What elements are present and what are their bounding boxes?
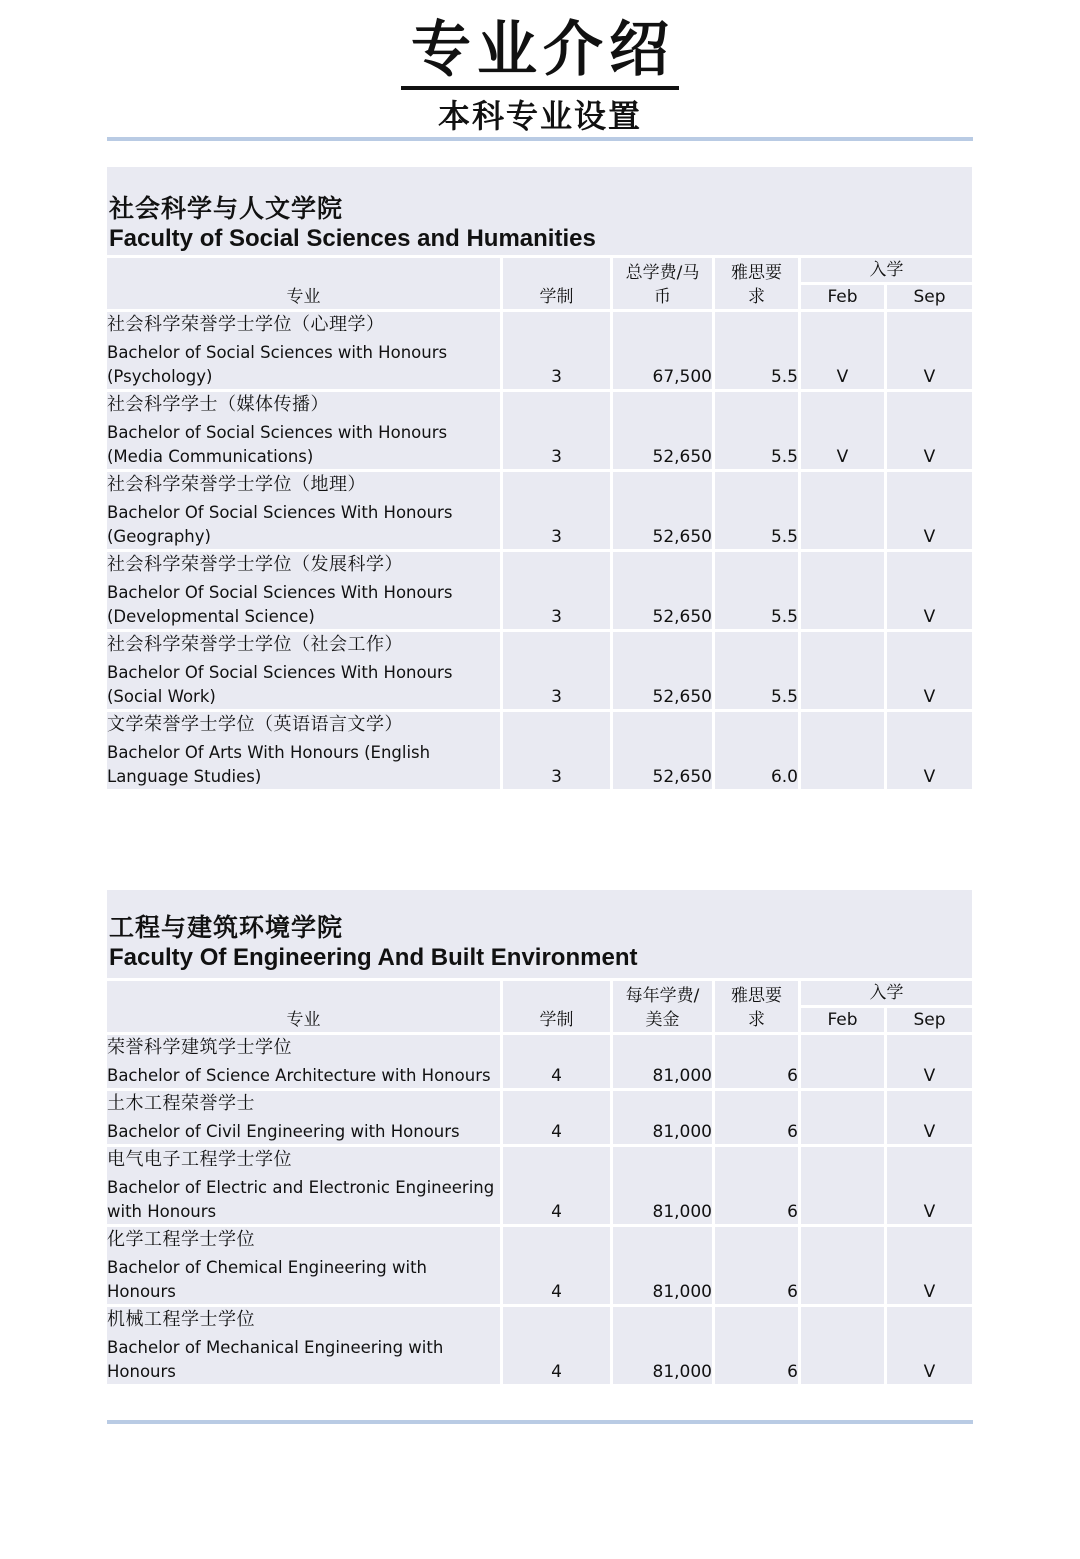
feb-cell: V xyxy=(801,389,887,469)
col-header-fee-line1: 总学费/马 xyxy=(625,263,700,283)
col-header-feb: Feb xyxy=(801,1005,887,1032)
fee-cell: 52,650 xyxy=(613,389,715,469)
table-header-row xyxy=(107,255,972,282)
major-name-en: Bachelor of Science Architecture with Honours xyxy=(107,1066,491,1085)
ielts-cell: 5.5 xyxy=(715,309,801,389)
sep-cell: V xyxy=(887,469,972,549)
ielts-cell: 5.5 xyxy=(715,549,801,629)
major-name-en: Bachelor Of Social Sciences With Honours (Developmental Science) xyxy=(107,583,453,626)
feb-cell: V xyxy=(801,309,887,389)
table-row xyxy=(107,1304,972,1384)
col-header-intake: 入学 xyxy=(801,255,972,282)
major-cell xyxy=(107,549,503,629)
major-cell xyxy=(107,1088,503,1144)
sep-cell: V xyxy=(887,1032,972,1088)
fee-cell: 81,000 xyxy=(613,1304,715,1384)
feb-cell xyxy=(801,1224,887,1304)
major-name-cn: 化学工程学士学位 xyxy=(107,1229,255,1250)
divider-bottom xyxy=(107,1420,973,1424)
col-header-intake: 入学 xyxy=(801,978,972,1005)
major-name-cn: 社会科学荣誉学士学位（社会工作） xyxy=(107,634,403,655)
fee-cell: 81,000 xyxy=(613,1224,715,1304)
fee-cell: 52,650 xyxy=(613,549,715,629)
major-name-cn: 土木工程荣誉学士 xyxy=(107,1093,255,1114)
table-row xyxy=(107,709,972,789)
col-header-duration: 学制 xyxy=(503,255,613,309)
col-header-sep: Sep xyxy=(887,1005,972,1032)
col-header-ielts xyxy=(715,978,801,1032)
table-row xyxy=(107,629,972,709)
faculty-name-en: Faculty of Social Sciences and Humanities xyxy=(109,225,596,252)
fee-cell: 81,000 xyxy=(613,1032,715,1088)
faculty-header xyxy=(107,167,972,255)
duration-cell: 4 xyxy=(503,1224,613,1304)
feb-cell xyxy=(801,549,887,629)
major-cell xyxy=(107,1144,503,1224)
duration-cell: 3 xyxy=(503,309,613,389)
fee-cell: 81,000 xyxy=(613,1088,715,1144)
faculty-name-cn: 工程与建筑环境学院 xyxy=(109,913,344,942)
page-subtitle: 本科专业设置 xyxy=(437,97,642,135)
major-name-cn: 社会科学荣誉学士学位（心理学） xyxy=(107,314,385,335)
table-row xyxy=(107,549,972,629)
sep-cell: V xyxy=(887,1088,972,1144)
col-header-major: 专业 xyxy=(107,978,503,1032)
sep-cell: V xyxy=(887,549,972,629)
ielts-cell: 6 xyxy=(715,1032,801,1088)
col-header-ielts-line2: 求 xyxy=(748,1010,765,1030)
duration-cell: 3 xyxy=(503,549,613,629)
col-header-ielts-line1: 雅思要 xyxy=(731,263,782,283)
major-cell xyxy=(107,1224,503,1304)
feb-cell xyxy=(801,1032,887,1088)
fee-cell: 52,650 xyxy=(613,709,715,789)
ielts-cell: 6.0 xyxy=(715,709,801,789)
faculty-section-engineering xyxy=(107,890,972,1384)
sep-cell: V xyxy=(887,1144,972,1224)
title-block xyxy=(0,14,1080,138)
sep-cell: V xyxy=(887,709,972,789)
major-name-cn: 文学荣誉学士学位（英语语言文学） xyxy=(107,714,403,735)
major-name-cn: 机械工程学士学位 xyxy=(107,1309,255,1330)
major-name-en: Bachelor of Chemical Engineering with Honours xyxy=(107,1258,428,1301)
table-row xyxy=(107,1032,972,1088)
fee-cell: 52,650 xyxy=(613,469,715,549)
col-header-sep: Sep xyxy=(887,282,972,309)
programme-table xyxy=(107,255,972,789)
table-row xyxy=(107,469,972,549)
duration-cell: 4 xyxy=(503,1088,613,1144)
ielts-cell: 6 xyxy=(715,1144,801,1224)
major-name-cn: 社会科学荣誉学士学位（发展科学） xyxy=(107,554,403,575)
major-cell xyxy=(107,309,503,389)
fee-cell: 81,000 xyxy=(613,1144,715,1224)
table-header-row xyxy=(107,978,972,1005)
ielts-cell: 6 xyxy=(715,1224,801,1304)
col-header-duration: 学制 xyxy=(503,978,613,1032)
major-cell xyxy=(107,389,503,469)
col-header-fee xyxy=(613,255,715,309)
fee-cell: 67,500 xyxy=(613,309,715,389)
faculty-header xyxy=(107,890,972,978)
ielts-cell: 5.5 xyxy=(715,629,801,709)
duration-cell: 4 xyxy=(503,1144,613,1224)
duration-cell: 3 xyxy=(503,709,613,789)
ielts-cell: 5.5 xyxy=(715,389,801,469)
col-header-fee xyxy=(613,978,715,1032)
faculty-name-en: Faculty Of Engineering And Built Environment xyxy=(109,944,638,971)
major-name-cn: 社会科学荣誉学士学位（地理） xyxy=(107,474,366,495)
table-row xyxy=(107,1144,972,1224)
major-cell xyxy=(107,469,503,549)
feb-cell xyxy=(801,469,887,549)
col-header-fee-line1: 每年学费/ xyxy=(625,986,700,1006)
table-row xyxy=(107,389,972,469)
feb-cell xyxy=(801,1144,887,1224)
table-row xyxy=(107,1088,972,1144)
major-name-cn: 社会科学学士（媒体传播） xyxy=(107,394,329,415)
col-header-ielts-line1: 雅思要 xyxy=(731,986,782,1006)
major-name-cn: 电气电子工程学士学位 xyxy=(107,1149,292,1170)
col-header-fee-line2: 币 xyxy=(654,287,671,307)
major-name-en: Bachelor Of Social Sciences With Honours (Social Work) xyxy=(107,663,453,706)
major-name-en: Bachelor Of Social Sciences With Honours (Geography) xyxy=(107,503,453,546)
major-name-en: Bachelor of Civil Engineering with Honours xyxy=(107,1122,460,1141)
duration-cell: 3 xyxy=(503,389,613,469)
sep-cell: V xyxy=(887,309,972,389)
col-header-fee-line2: 美金 xyxy=(645,1010,680,1030)
major-name-en: Bachelor of Social Sciences with Honours (Psychology) xyxy=(107,343,448,386)
ielts-cell: 5.5 xyxy=(715,469,801,549)
major-name-en: Bachelor of Mechanical Engineering with Honours xyxy=(107,1338,444,1381)
col-header-major: 专业 xyxy=(107,255,503,309)
sep-cell: V xyxy=(887,1304,972,1384)
sep-cell: V xyxy=(887,1224,972,1304)
sep-cell: V xyxy=(887,389,972,469)
table-row xyxy=(107,309,972,389)
duration-cell: 3 xyxy=(503,469,613,549)
col-header-feb: Feb xyxy=(801,282,887,309)
major-cell xyxy=(107,1032,503,1088)
programme-table xyxy=(107,978,972,1384)
faculty-section-social-sciences xyxy=(107,167,972,789)
major-cell xyxy=(107,709,503,789)
duration-cell: 4 xyxy=(503,1304,613,1384)
feb-cell xyxy=(801,1304,887,1384)
feb-cell xyxy=(801,1088,887,1144)
table-row xyxy=(107,1224,972,1304)
major-name-en: Bachelor Of Arts With Honours (English Language Studies) xyxy=(107,743,431,786)
fee-cell: 52,650 xyxy=(613,629,715,709)
duration-cell: 4 xyxy=(503,1032,613,1088)
ielts-cell: 6 xyxy=(715,1304,801,1384)
col-header-ielts-line2: 求 xyxy=(748,287,765,307)
faculty-name-cn: 社会科学与人文学院 xyxy=(109,194,344,223)
feb-cell xyxy=(801,709,887,789)
sep-cell: V xyxy=(887,629,972,709)
major-cell xyxy=(107,629,503,709)
major-name-en: Bachelor of Social Sciences with Honours (Media Communications) xyxy=(107,423,448,466)
major-cell xyxy=(107,1304,503,1384)
duration-cell: 3 xyxy=(503,629,613,709)
col-header-ielts xyxy=(715,255,801,309)
major-name-en: Bachelor of Electric and Electronic Engineering with Honours xyxy=(107,1178,495,1221)
ielts-cell: 6 xyxy=(715,1088,801,1144)
divider-top xyxy=(107,137,973,141)
feb-cell xyxy=(801,629,887,709)
major-name-cn: 荣誉科学建筑学士学位 xyxy=(107,1037,292,1058)
page-title: 专业介绍 xyxy=(401,14,679,90)
